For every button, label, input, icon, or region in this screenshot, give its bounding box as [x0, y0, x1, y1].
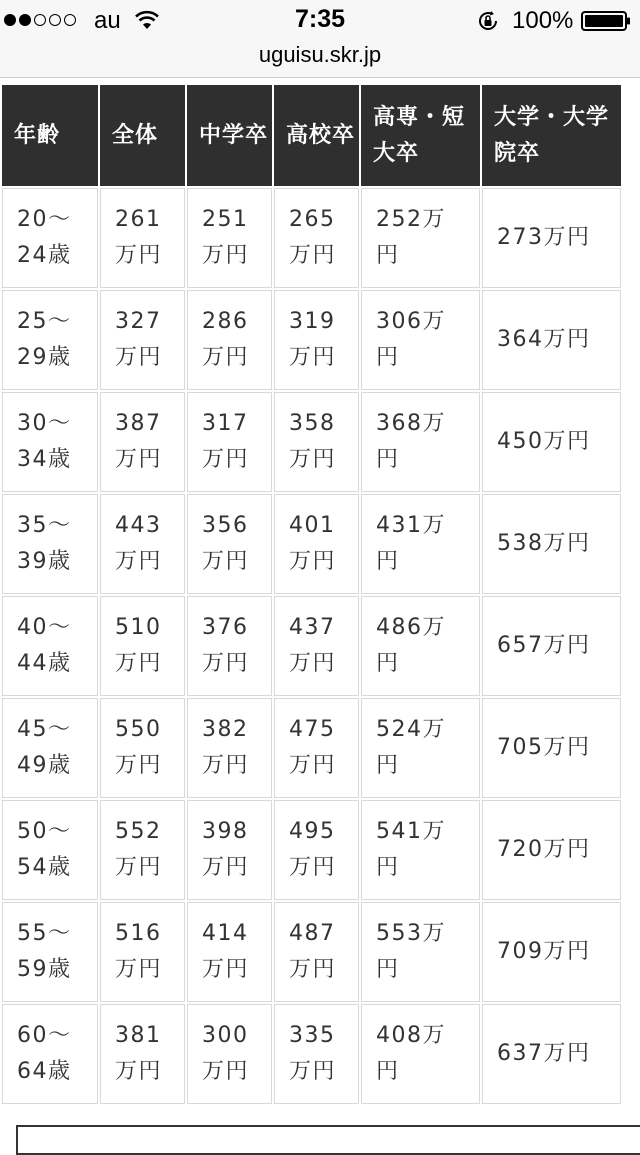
high-school-income-cell: 495 万円: [274, 800, 359, 900]
junior-high-income-cell: 251 万円: [187, 188, 272, 288]
header-junior-high: 中学卒: [187, 85, 272, 186]
high-school-income-cell: 487 万円: [274, 902, 359, 1002]
table-row: [2, 596, 621, 696]
university-income-cell: 709万円: [482, 902, 621, 1002]
age-cell: 50～ 54歳: [2, 800, 98, 900]
high-school-income-cell: 437 万円: [274, 596, 359, 696]
college-income-cell: 524万 円: [361, 698, 480, 798]
header-age: 年齢: [2, 85, 98, 186]
university-income-cell: 657万円: [482, 596, 621, 696]
all-income-cell: 381 万円: [100, 1004, 185, 1104]
battery-icon: [581, 11, 631, 31]
junior-high-income-cell: 376 万円: [187, 596, 272, 696]
table-row: [2, 392, 621, 492]
table-body: [2, 188, 621, 1104]
university-income-cell: 637万円: [482, 1004, 621, 1104]
age-cell: 20～ 24歳: [2, 188, 98, 288]
orientation-lock-icon: [476, 9, 500, 33]
header-college: 高専・短大卒: [361, 85, 480, 186]
junior-high-income-cell: 286 万円: [187, 290, 272, 390]
all-income-cell: 387 万円: [100, 392, 185, 492]
college-income-cell: 553万 円: [361, 902, 480, 1002]
high-school-income-cell: 358 万円: [274, 392, 359, 492]
age-cell: 45～ 49歳: [2, 698, 98, 798]
next-section-box: [16, 1125, 640, 1155]
income-table: [0, 83, 623, 1106]
college-income-cell: 431万 円: [361, 494, 480, 594]
high-school-income-cell: 475 万円: [274, 698, 359, 798]
high-school-income-cell: 335 万円: [274, 1004, 359, 1104]
page-content: [0, 78, 640, 1136]
table-row: [2, 698, 621, 798]
all-income-cell: 443 万円: [100, 494, 185, 594]
table-row: [2, 800, 621, 900]
junior-high-income-cell: 356 万円: [187, 494, 272, 594]
table-row: [2, 188, 621, 288]
age-cell: 25～ 29歳: [2, 290, 98, 390]
university-income-cell: 705万円: [482, 698, 621, 798]
high-school-income-cell: 319 万円: [274, 290, 359, 390]
junior-high-income-cell: 317 万円: [187, 392, 272, 492]
header-high-school: 高校卒: [274, 85, 359, 186]
age-cell: 40～ 44歳: [2, 596, 98, 696]
carrier-name: au: [94, 7, 121, 34]
high-school-income-cell: 401 万円: [274, 494, 359, 594]
college-income-cell: 408万 円: [361, 1004, 480, 1104]
age-cell: 35～ 39歳: [2, 494, 98, 594]
university-income-cell: 450万円: [482, 392, 621, 492]
university-income-cell: 538万円: [482, 494, 621, 594]
age-cell: 55～ 59歳: [2, 902, 98, 1002]
junior-high-income-cell: 414 万円: [187, 902, 272, 1002]
table-row: [2, 290, 621, 390]
all-income-cell: 552 万円: [100, 800, 185, 900]
table-header-row: [2, 85, 621, 186]
table-row: [2, 1004, 621, 1104]
college-income-cell: 252万 円: [361, 188, 480, 288]
header-university: 大学・大学院卒: [482, 85, 621, 186]
all-income-cell: 516 万円: [100, 902, 185, 1002]
junior-high-income-cell: 382 万円: [187, 698, 272, 798]
table-row: [2, 494, 621, 594]
all-income-cell: 327 万円: [100, 290, 185, 390]
junior-high-income-cell: 300 万円: [187, 1004, 272, 1104]
age-cell: 30～ 34歳: [2, 392, 98, 492]
age-cell: 60～ 64歳: [2, 1004, 98, 1104]
header-all: 全体: [100, 85, 185, 186]
university-income-cell: 720万円: [482, 800, 621, 900]
university-income-cell: 364万円: [482, 290, 621, 390]
college-income-cell: 306万 円: [361, 290, 480, 390]
university-income-cell: 273万円: [482, 188, 621, 288]
status-bar: [0, 0, 640, 40]
high-school-income-cell: 265 万円: [274, 188, 359, 288]
all-income-cell: 510 万円: [100, 596, 185, 696]
college-income-cell: 368万 円: [361, 392, 480, 492]
junior-high-income-cell: 398 万円: [187, 800, 272, 900]
college-income-cell: 486万 円: [361, 596, 480, 696]
status-time: 7:35: [294, 5, 346, 33]
all-income-cell: 550 万円: [100, 698, 185, 798]
college-income-cell: 541万 円: [361, 800, 480, 900]
battery-percentage: 100%: [512, 7, 574, 34]
address-bar[interactable]: uguisu.skr.jp: [0, 40, 640, 78]
all-income-cell: 261 万円: [100, 188, 185, 288]
table-row: [2, 902, 621, 1002]
